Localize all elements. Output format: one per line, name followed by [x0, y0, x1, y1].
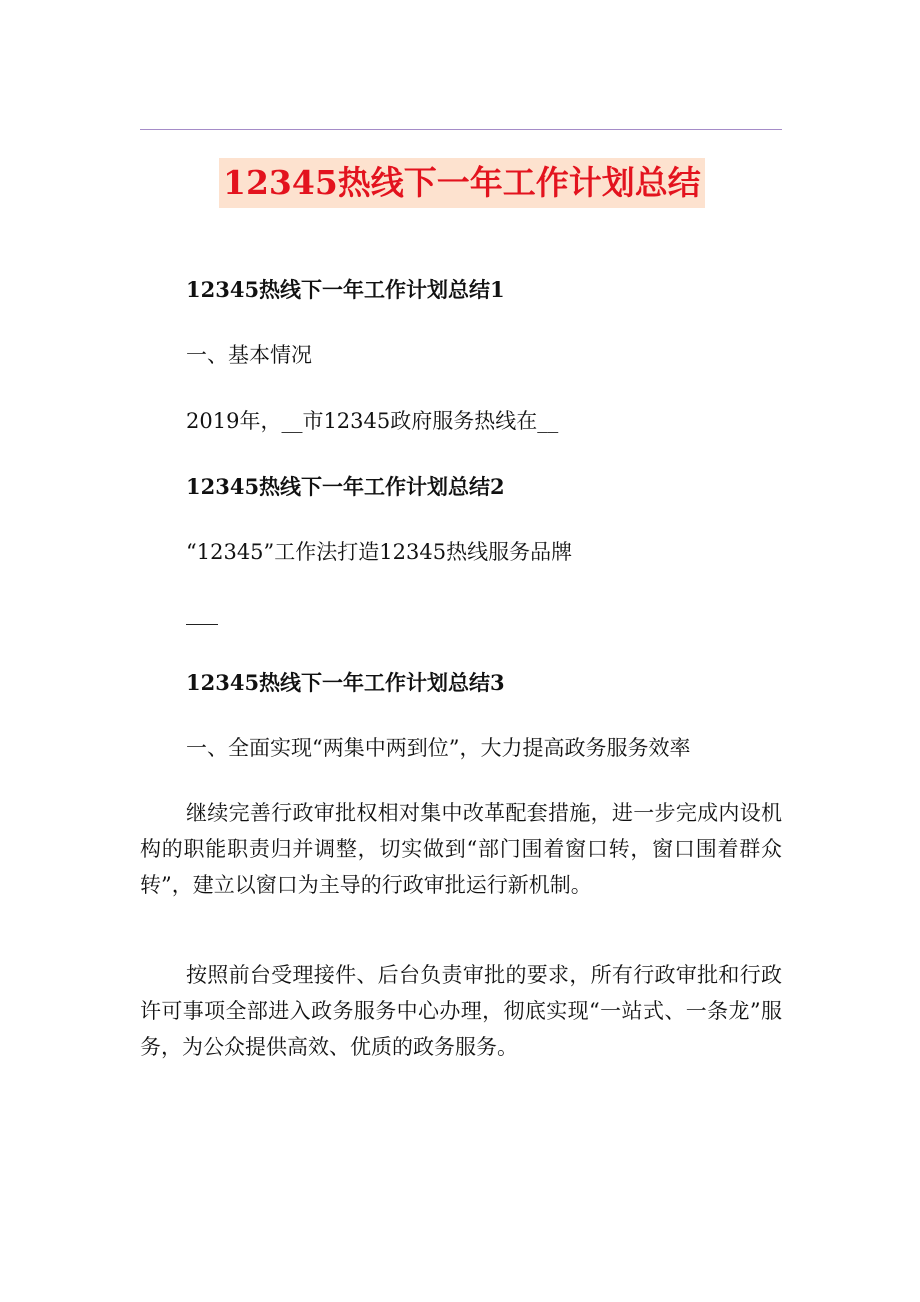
section-3-subheading: 一、全面实现“两集中两到位”，大力提高政务服务效率 [186, 736, 691, 760]
section-3-paragraph-1: 继续完善行政审批权相对集中改革配套措施，进一步完成内设机构的职能职责归并调整，切实做到“部门围着窗口转，窗口围着群众转”，建立以窗口为主导的行政审批运行新机制。 [140, 801, 782, 897]
section-3-heading: 12345热线下一年工作计划总结3 [186, 670, 505, 695]
document-title: 12345热线下一年工作计划总结 [219, 158, 705, 208]
section-1-text: 2019年，__市12345政府服务热线在__ [186, 409, 559, 433]
section-1-heading: 12345热线下一年工作计划总结1 [186, 277, 505, 302]
section-3-paragraph-2: 按照前台受理接件、后台负责审批的要求，所有行政审批和行政许可事项全部进入政务服务中心办理，彻底实现“一站式、一条龙”服务，为公众提供高效、优质的政务服务。 [140, 963, 782, 1059]
section-1-subheading: 一、基本情况 [186, 343, 312, 367]
header-rule [140, 129, 782, 130]
separator-dash [186, 624, 218, 625]
section-2-heading: 12345热线下一年工作计划总结2 [186, 474, 505, 499]
section-2-text: “12345”工作法打造12345热线服务品牌 [186, 540, 573, 564]
